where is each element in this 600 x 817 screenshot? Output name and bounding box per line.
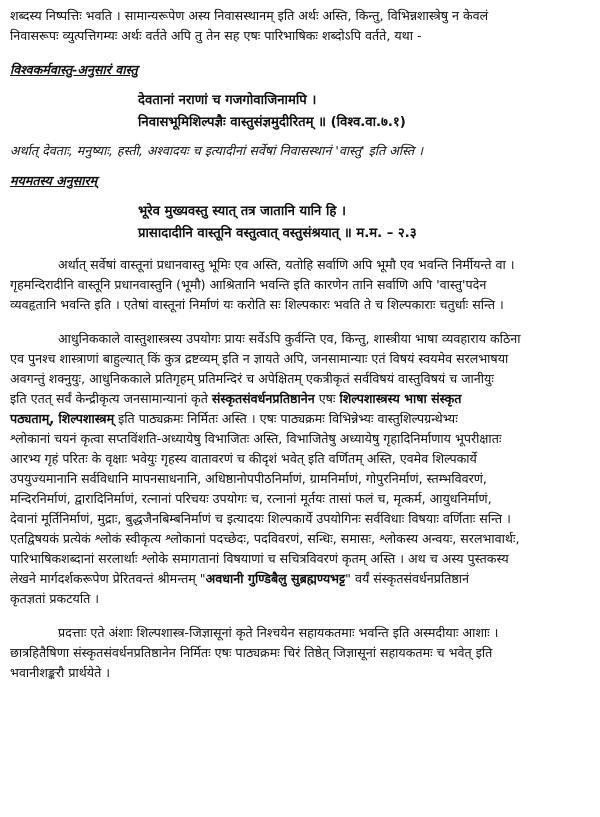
paragraph-line: एतद्विषयकं प्रत्येकं श्लोकं स्वीकृत्य श्लोकानां पदच्छेदः, पदविवरणं, सन्धिः, समासः, श्लोकस्य अन्वयः, सरलभावार्थः, (10, 531, 520, 546)
verse-line: निवासभूमिशिल्पज्ञैः वास्तुसंज्ञमुदीरितम् ॥ (विश्व.वा.७.१) (138, 115, 406, 130)
paragraph-line (10, 409, 592, 429)
section-heading-vishvakarma: विश्वकर्मवास्तु-अनुसारं वास्तु (10, 62, 138, 77)
text-run: लेखने मार्गदर्शकरूपेण प्रेरितवन्तं श्रीमन्तम् " (10, 571, 206, 586)
institution-name: संस्कृतसंवर्धनप्रतिष्ठानेन (211, 391, 315, 406)
verse-block-vishvakarma (10, 90, 592, 134)
text-run: " वर्यं संस्कृतसंवर्धनप्रतिष्ठानं (345, 571, 470, 586)
paragraph-line: एव पुनश्च शास्त्राणां बाहुल्यात् किं कुत्र द्रष्टव्यम् इति न ज्ञायते अपि, जनसामान्याः एतं विषयं स्वयमेव सरलभाषया (10, 351, 509, 366)
paragraph-line: कृतज्ञतां प्रकटयति । (10, 591, 100, 606)
paragraph-line: छात्रहितैषिणा संस्कृतसंवर्धनप्रतिष्ठानेन निर्मितः एषः पाठ्यक्रमः चिरं तिष्ठेत् जिज्ञासूनां सहायकतमः च भवेत् इति (10, 645, 493, 660)
verse-line: भूरेव मुख्यवस्तु स्यात् तत्र जातानि यानि हि । (138, 204, 346, 219)
paragraph-line (10, 569, 592, 589)
paragraph-line: श्लोकानां चयनं कृत्वा सप्तविंशति-अध्यायेषु विभाजितः अस्ति, विभाजितेषु अध्यायेषु गृहादिनिर्माणाय भूपरीक्षातः (10, 431, 502, 446)
intro-line: शब्दस्य निष्पत्तिः भवति । सामान्यरूपेण अस्य निवासस्थानम् इति अर्थः अस्ति, किन्तु, विभिन्नशास्त्रेषु न केवलं (10, 8, 489, 23)
verse-line: देवतानां नराणां च गजगोवाजिनामपि । (138, 93, 317, 108)
intro-line: निवासरूपः व्युत्पत्तिगम्यः अर्थः वर्तते अपि तु तेन सह एषः पारिभाषिकः शब्दोऽपि वर्तते, यथा - (10, 28, 422, 43)
course-title-cont: पठ्यताम्, शिल्पशास्त्रम् (10, 411, 115, 426)
text-run: इति पाठ्यक्रमः निर्मितः अस्ति । एषः पाठ्यक्रमः विभिन्नेभ्यः वास्तुशिल्पग्रन्थेभ्यः (114, 411, 458, 426)
paragraph-line: प्रदत्ताः एते अंशाः शिल्पशास्त्र-जिज्ञासूनां कृते निश्चयेन सहायकतमाः भवन्ति इति अस्मदीयाः आशाः । (58, 625, 499, 640)
paragraph-line: व्यवहृतानि भवन्ति इति । एतेषां वास्तूनां निर्माणं यः करोति सः शिल्पकारः भवति ते च शिल्पकाराः चतुर्धाः सन्ति । (10, 297, 504, 312)
section-heading-mayamata: मयमतस्य अनुसारम् (10, 173, 98, 188)
text-run: इति एतत् सर्वं केन्द्रीकृत्य जनसामान्यानां कृते (10, 391, 212, 406)
paragraph-line: आधुनिककाले वास्तुशास्त्रस्य उपयोगः प्रायः सर्वेऽपि कुर्वन्ति एव, किन्तु, शास्त्रीया भाषा व्यवहाराय कठिना (58, 331, 521, 346)
paragraph-line: गृहमन्दिरादीनि वास्तूनि प्रधानवास्तुनि (भूमौ) आश्रितानि भवन्ति इति कारणेन तानि सर्वाणि अपि 'वास्तु'पदेन (10, 277, 487, 292)
paragraph-line: उपयुज्यमानानि सर्वविधानि मापनसाधनानि, अधिष्ठानोपपीठनिर्माणं, ग्रामनिर्माणं, गोपुरनिर्माणं, स्तम्भविवरणं, (10, 471, 487, 486)
paragraph-line (10, 389, 592, 409)
paragraph-line: अवगन्तुं शक्नुयुः, आधुनिककाले प्रतिगृहम् प्रतिमन्दिरं च अपेक्षितम् एकत्रीकृतं सर्वविषयं वास्तुविषयं च जानीयुः (10, 371, 494, 386)
verse-block-mayamata (10, 201, 592, 245)
paragraph-line: पारिभाषिकशब्दानां सरलार्थाः श्लोके समागतानां विषयाणां च सचित्रविवरणं कृतम् अस्ति । अथ च अस्य पुस्तकस्य (10, 551, 509, 566)
paragraph-line: देवानां मूर्तिनिर्माणं, मुद्राः, बुद्धजैनबिम्बनिर्माणं च इत्यादयः शिल्पकार्ये उपयोगिनः सर्वविधाः विषयाः वर्णिताः सन्ति । (10, 511, 511, 526)
paragraph-line: भवानीशङ्करौ प्रार्थयेते । (10, 665, 111, 680)
paragraph-line: मन्दिरनिर्माणं, द्वारादिनिर्माणं, रत्नानां परिचयः उपयोगः च, रत्नानां मूर्तयः तासां फलं च, मृत्कर्म, आयुधनिर्माणं, (10, 491, 492, 506)
course-title: शिल्पशास्त्रस्य भाषा संस्कृत (339, 391, 462, 406)
verse-line: प्रासादादीनि वास्तूनि वस्तुत्वात् वस्तुसंश्रयात् ॥ म.म. – २.३ (138, 226, 417, 241)
text-run: एषः (314, 391, 340, 406)
paragraph-line: आरभ्य गृहं परितः के वृक्षाः भवेयुः गृहस्य वातावरणं च कीदृशं भवेत् इति वर्णितम् अस्ति, एवमेव शिल्पकार्ये (10, 451, 477, 466)
verse-gloss: अर्थात् देवताः, मनुष्याः, हस्ती, अश्वादयः च इत्यादीनां सर्वेषां निवासस्थानं 'वास्तु' इति अस्ति । (10, 143, 423, 158)
paragraph-line: अर्थात् सर्वेषां वास्तूनां प्रधानवास्तु भूमिः एव अस्ति, यतोहि सर्वाणि अपि भूमौ एव भवन्ति निर्मीयन्ते वा । (58, 257, 515, 272)
guide-name: अवधानी गुण्डिबैलु सुब्रह्मण्यभट्ट (205, 571, 346, 586)
